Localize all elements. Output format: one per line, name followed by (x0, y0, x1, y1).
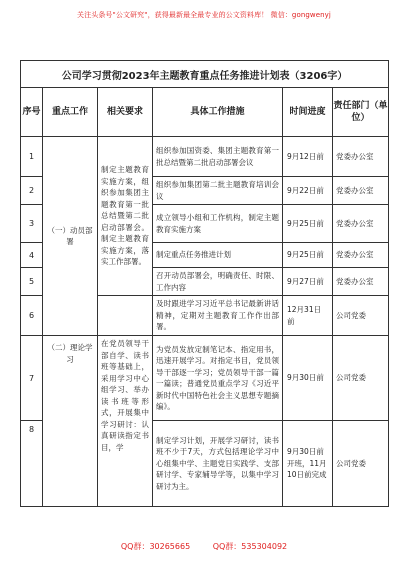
header-dept: 责任部门（单位） (333, 88, 389, 137)
qq-group-1: QQ群：30265665 (120, 542, 191, 551)
time-cell: 9月22日前 (283, 177, 333, 205)
header-time: 时间进度 (283, 88, 333, 137)
measure-cell: 组织参加国资委、集团主题教育第一批总结暨第二批启动部署会议 (153, 137, 283, 177)
time-cell: 9月25日前 (283, 243, 333, 268)
work-cell: （一）动员部署 (43, 137, 98, 336)
row-no: 6 (21, 296, 43, 336)
dept-cell: 公司党委 (333, 296, 389, 336)
header-note: 关注头条号"公文研究"，获得最新最全最专业的公文资料库！ 微信：gongwenyj (77, 11, 331, 19)
header-no: 序号 (21, 88, 43, 137)
time-cell: 9月27日前 (283, 268, 333, 296)
table-title: 公司学习贯彻2023年主题教育重点任务推进计划表（3206字） (21, 61, 389, 88)
dept-cell: 党委办公室 (333, 137, 389, 177)
time-cell: 9月30日前 (283, 336, 333, 421)
header-measure: 具体工作措施 (153, 88, 283, 137)
row-no: 2 (21, 177, 43, 205)
header-work: 重点工作 (43, 88, 98, 137)
row-no: 3 (21, 205, 43, 243)
measure-cell: 及时跟进学习习近平总书记最新讲话精神，定期对主题教育工作作出部署。 (153, 296, 283, 336)
dept-cell: 党委办公室 (333, 177, 389, 205)
plan-table (20, 60, 389, 507)
row-no: 7 (21, 336, 43, 421)
time-cell: 12月31日前 (283, 296, 333, 336)
requirement-cell: 在党员领导干部自学、读书班等基础上，采用学习中心组学习、举办读书班等形式，开展集中学习研讨：认真研读指定书目，学 (98, 336, 153, 507)
plan-table-container (20, 60, 388, 542)
time-cell: 9月30日前开班，11月10日前完成 (283, 421, 333, 507)
measure-cell: 召开动员部署会，明确责任、时限、工作内容 (153, 268, 283, 296)
dept-cell: 党委办公室 (333, 243, 389, 268)
dept-cell: 公司党委 (333, 421, 389, 507)
row-no: 8 (21, 421, 43, 507)
dept-cell: 党委办公室 (333, 268, 389, 296)
requirement-cell: 制定主题教育实施方案，组织参加集团主题教育第一批总结暨第二批启动部署会。制定主题教育实施方案，落实工作部署。 (98, 137, 153, 296)
footer-qq-groups (0, 541, 408, 552)
measure-cell: 制定重点任务推进计划 (153, 243, 283, 268)
measure-cell: 成立领导小组和工作机构，制定主题教育实施方案 (153, 205, 283, 243)
row-no: 5 (21, 268, 43, 296)
work-cell: （二）理论学习 (43, 336, 98, 507)
header-requirement: 相关要求 (98, 88, 153, 137)
time-cell: 9月25日前 (283, 205, 333, 243)
qq-group-2: QQ群：535304092 (212, 542, 288, 551)
table-row (21, 336, 389, 421)
row-no: 1 (21, 137, 43, 177)
measure-cell: 制定学习计划，开展学习研讨，读书班不少于7天，方式包括理论学习中心组集中学、主题党日实践学、支部研讨学、专家辅导学等，以集中学习研讨为主。 (153, 421, 283, 507)
measure-cell: 组织参加集团第二批主题教育培训会议 (153, 177, 283, 205)
requirement-cell-empty (98, 296, 153, 336)
row-no: 4 (21, 243, 43, 268)
table-row (21, 137, 389, 177)
table-header-row (21, 88, 389, 137)
dept-cell: 公司党委 (333, 336, 389, 421)
dept-cell: 党委办公室 (333, 205, 389, 243)
time-cell: 9月12日前 (283, 137, 333, 177)
measure-cell: 为党员发放定制笔记本、指定用书，迅速开展学习。对指定书目，党员领导干部逐一学习；党员领导干部一篇一篇读；普通党员重点学习《习近平新时代中国特色社会主义思想专题摘编》。 (153, 336, 283, 421)
